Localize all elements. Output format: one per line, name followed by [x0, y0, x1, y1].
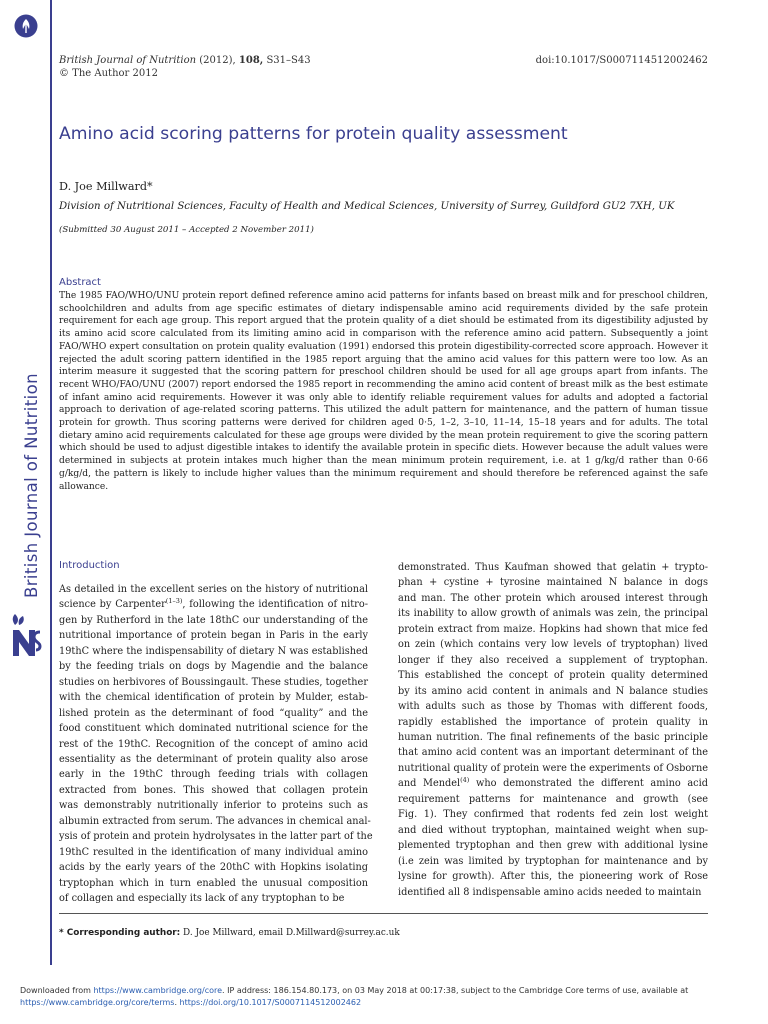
- text-line: human nutrition. The final refinements of the basic principle: [398, 731, 708, 743]
- text-line: with the chemical identification of protein by Mulder, estab-: [59, 692, 368, 704]
- doi-link[interactable]: https://doi.org/10.1017/S0007114512002462: [179, 997, 362, 1007]
- citation-reference: (1–3): [165, 597, 183, 606]
- text-line: phan + cystine + tyrosine maintained N balance in dogs: [398, 577, 708, 589]
- text-line: acids by the early years of the 20thC with Hopkins isolating: [59, 862, 368, 874]
- text-line: plemented tryptophan and then grew with additional lysine: [398, 840, 708, 852]
- text-line: tryptophan which in turn enabled the unusual composition: [59, 877, 368, 889]
- footnote-rule: [59, 913, 708, 914]
- text-line: gen by Rutherford in the late 18thC our understanding of the: [59, 614, 368, 626]
- text-line: albumin extracted from serum. The advances in chemical anal-: [59, 815, 371, 827]
- journal-citation: [59, 55, 311, 66]
- text-line: identified all 8 indispensable amino acids needed to maintain: [398, 886, 702, 898]
- text-line: Fig. 1). They confirmed that rodents fed zein lost weight: [398, 809, 708, 821]
- journal-name: British Journal of Nutrition: [59, 55, 197, 66]
- text-line: ysis of protein and protein hydrolysates in the latter part of the: [59, 831, 373, 843]
- journal-volume: 108,: [238, 55, 264, 66]
- text-line: early in the 19thC through feeding trials with collagen: [59, 769, 368, 781]
- cambridge-core-link[interactable]: https://www.cambridge.org/core: [93, 986, 223, 995]
- download-prefix: Downloaded from: [20, 986, 94, 995]
- footnote-label: * Corresponding author:: [59, 928, 181, 938]
- text-line: (i.e zein was limited by tryptophan for maintenance and by: [398, 855, 708, 867]
- text-line: 19thC where the indispensability of dietary N was established: [59, 645, 368, 657]
- text-line: nutritional importance of protein began in Paris in the early: [59, 630, 368, 642]
- side-journal-title: British Journal of Nutrition: [22, 373, 41, 598]
- text-line: and Mendel$^{(4)}$ who demonstrated the different amino acid: [398, 776, 708, 790]
- text-line: essentiality as the determinant of protein quality also arose: [59, 753, 368, 765]
- text-line: 19thC resulted in the identification of many individual amino: [59, 846, 368, 858]
- corresponding-author-footnote: [59, 928, 400, 938]
- text-line: by the feeding trials on dogs by Magendie and the balance: [59, 661, 368, 673]
- text-line: science by Carpenter$^{(1-3)}$, following the identification of nitro-: [59, 597, 368, 611]
- abstract-text: The 1985 FAO/WHO/UNU protein report defined reference amino acid patterns for infants based on breast milk and for preschool children, schoolchildren and adults from age specific estimates of dietary indispensable amino acid requirements divided by the safe protein requirement for each age group. This report argued that the protein quality of a diet should be estimated from its digestibility adjusted by its amino acid score calculated from its limiting amino acid in comparison with the reference amino acid pattern. Subsequently a joint FAO/WHO expert consultation on protein quality evaluation (1991) endorsed this protein digestibility-corrected score approach. However it rejected the adult scoring pattern identified in the 1985 report arguing that the amino acid values for this pattern were too low. As an interim measure it suggested that the scoring pattern for preschool children should be used for all age groups apart from infants. The recent WHO/FAO/UNU (2007) report endorsed the 1985 report in recommending the amino acid content of breast milk as the best estimate of infant amino acid requirements. However it was only able to identify reliable requirement values for adults and adopted a factorial approach to derivation of age-related scoring patterns. This utilized the adult pattern for maintenance, and the pattern of human tissue protein for growth. Thus scoring patterns were derived for children aged 0·5, 1–2, 3–10, 11–14, 15–18 years and for adults. The total dietary amino acid requirements calculated for these age groups were divided by the mean protein requirement to give the scoring pattern which should be used to adjust digestible intakes to identify the available protein in specific diets. However because the adult values were determined in subjects at protein intakes much higher than the mean minimum protein requirement, i.e. at 1 g/kg/d rather than 0·66 g/kg/d, the pattern is likely to include higher values than the minimum requirement and should therefore be referenced against the safe allowance.: [59, 291, 708, 492]
- download-notice: [20, 985, 740, 1009]
- text-line: was demonstrably nutritionally inferior to proteins such as: [59, 800, 368, 812]
- nutrition-society-logo-icon: [9, 612, 43, 658]
- text-line: food constituent which dominated nutritional science for the: [59, 723, 368, 735]
- article-authors: D. Joe Millward*: [59, 180, 153, 193]
- article-title: Amino acid scoring patterns for protein quality assessment: [59, 124, 568, 144]
- text-line: by its amino acid content in animals and N balance studies: [398, 685, 708, 697]
- journal-pages: S31–S43: [266, 55, 311, 66]
- download-middle-text: . IP address: 186.154.80.173, on 03 May 2018 at 00:17:38, subject to the Cambridge Core terms of use, available at: [222, 986, 689, 995]
- text-line: nutritional quality of protein were the experiments of Osborne: [398, 762, 708, 774]
- text-line: and man. The other protein which aroused interest through: [398, 592, 708, 604]
- introduction-column-right: [398, 560, 708, 900]
- doi: doi:10.1017/S0007114512002462: [535, 55, 708, 66]
- text-line: its inability to allow growth of animals was zein, the principal: [398, 608, 708, 620]
- copyright: © The Author 2012: [59, 68, 158, 79]
- text-line: requirement patterns for maintenance and growth (see: [398, 793, 708, 805]
- text-line: and died without tryptophan, maintained weight when sup-: [398, 824, 708, 836]
- text-line: lished protein as the determinant of food “quality” and the: [59, 707, 368, 719]
- text-line: on zein (which contains very low levels of tryptophan) lived: [398, 639, 708, 651]
- text-line: protein extract from maize. Hopkins had shown that mice fed: [398, 623, 708, 635]
- text-line: rapidly established the importance of protein quality in: [398, 716, 708, 728]
- text-line: As detailed in the excellent series on the history of nutritional: [59, 584, 368, 595]
- text-line: rest of the 19thC. Recognition of the concept of amino acid: [59, 738, 368, 750]
- author-affiliation: Division of Nutritional Sciences, Faculty of Health and Medical Sciences, University of Surrey, Guildford GU2 7XH, UK: [59, 201, 675, 212]
- text-line: longer if they also received a supplement of tryptophan.: [398, 654, 708, 666]
- text-line: of collagen and especially its lack of any tryptophan to be: [59, 893, 345, 905]
- publisher-logo-icon: [14, 14, 38, 38]
- submission-dates: (Submitted 30 August 2011 – Accepted 2 November 2011): [59, 225, 314, 235]
- journal-year: (2012),: [199, 55, 236, 66]
- introduction-heading: Introduction: [59, 560, 120, 571]
- text-line: studies on herbivores of Boussingault. These studies, together: [59, 676, 368, 688]
- download-separator: .: [174, 997, 180, 1007]
- text-line: extracted from bones. This showed that collagen protein: [59, 784, 368, 796]
- text-line: that amino acid content was an important determinant of the: [398, 747, 708, 759]
- introduction-column-left: [59, 582, 373, 907]
- footnote-text: D. Joe Millward, email D.Millward@surrey.ac.uk: [180, 928, 400, 938]
- text-line: This established the concept of protein quality determined: [398, 670, 708, 682]
- text-line: with adults such as those by Thomas with different foods,: [398, 701, 708, 713]
- left-margin-rule: [50, 0, 52, 965]
- terms-link[interactable]: https://www.cambridge.org/core/terms: [20, 997, 175, 1007]
- abstract-heading: Abstract: [59, 277, 101, 288]
- text-line: lysine for growth). After this, the pioneering work of Rose: [398, 871, 708, 883]
- text-line: demonstrated. Thus Kaufman showed that gelatin + trypto-: [398, 562, 708, 573]
- citation-reference: (4): [460, 776, 470, 785]
